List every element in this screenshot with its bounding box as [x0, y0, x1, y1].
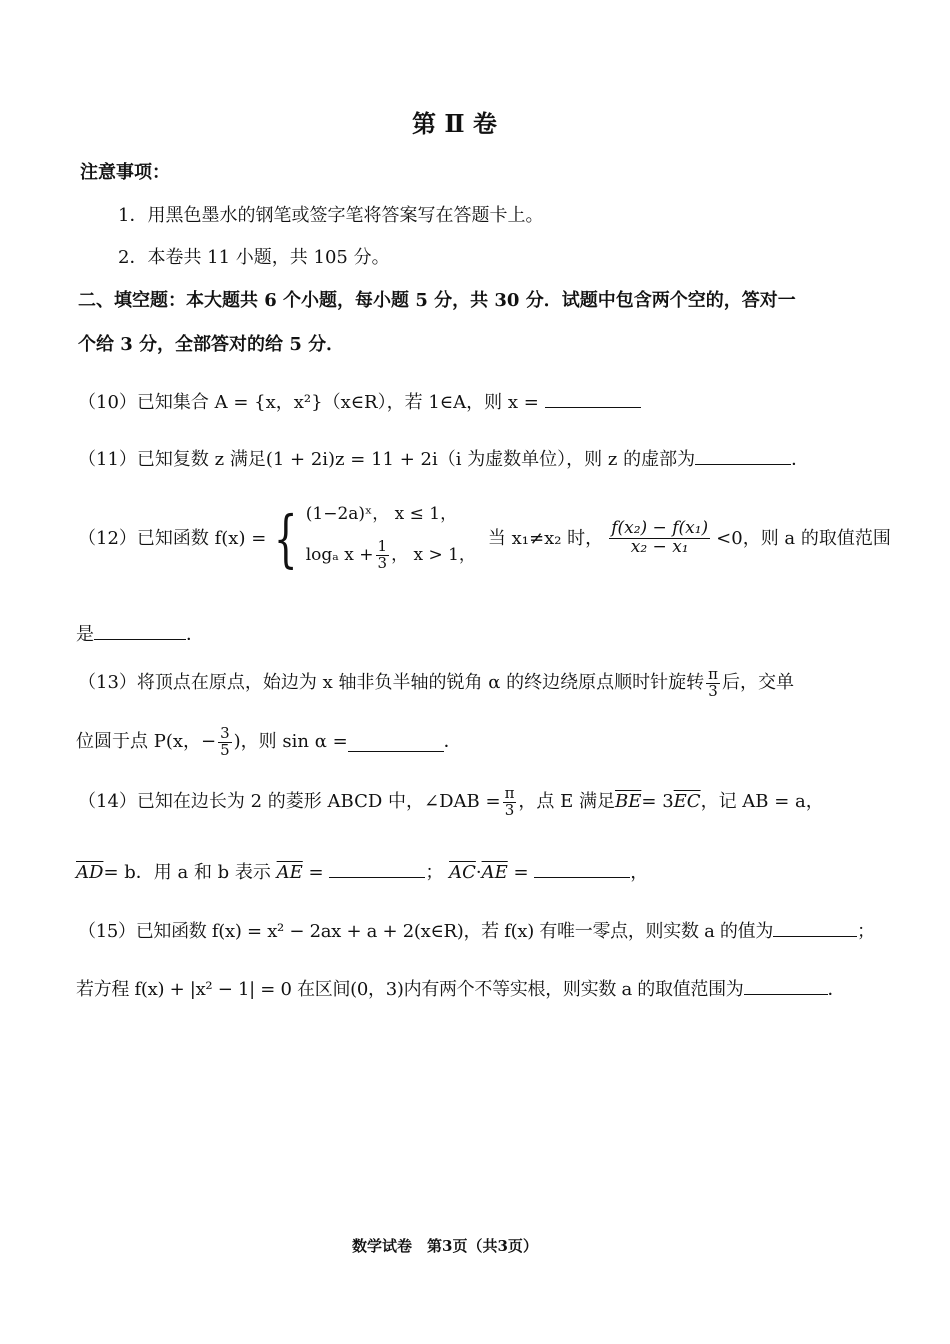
question-text: （11）已知复数 z 满足(1 + 2i)z = 11 + 2i（i 为虚数单位），则 z 的虚部为	[78, 449, 696, 470]
dot: ·	[475, 862, 482, 883]
question-text: （12）已知函数 f(x) =	[78, 527, 267, 549]
punct: ．	[827, 979, 846, 1000]
denominator: x₂ − x₁	[630, 537, 689, 558]
piecewise-cases	[306, 506, 476, 572]
case-1: (1−2a)ˣ， x ≤ 1，	[305, 504, 458, 524]
question-text: = b．用 a 和 b 表示	[103, 862, 271, 883]
equals: =	[513, 862, 529, 883]
page-footer: 数学试卷 第3页（共3页）	[352, 1237, 538, 1255]
brace: {	[274, 501, 298, 575]
question-text: )，则 sin α =	[233, 731, 348, 753]
question-15-line2	[76, 976, 845, 999]
answer-blank[interactable]	[348, 733, 444, 752]
numerator: π	[504, 784, 515, 802]
answer-blank[interactable]	[329, 859, 425, 878]
answer-blank[interactable]	[545, 389, 641, 408]
vector-ae: $\overline{AE}$	[481, 862, 508, 883]
fraction	[609, 520, 710, 557]
fraction	[376, 539, 390, 572]
answer-blank[interactable]	[94, 621, 186, 640]
question-15	[78, 918, 875, 941]
notice-item: 1．用黑色墨水的钢笔或签字笔将答案写在答题卡上。	[118, 205, 544, 226]
vector-be: $\overline{BE}$	[615, 791, 642, 813]
numerator: 1	[377, 537, 388, 555]
case-2	[306, 539, 476, 572]
answer-blank[interactable]	[773, 918, 857, 937]
question-12	[78, 501, 891, 575]
question-12-line2	[76, 621, 204, 644]
question-text: （10）已知集合 A = {x，x²}（x∈R），若 1∈A，则 x =	[78, 392, 539, 413]
answer-blank[interactable]	[744, 976, 828, 995]
punct: ．	[791, 449, 810, 470]
question-text: （15）已知函数 f(x) = x² − 2ax + a + 2(x∈R)，若 f(x) 有唯一零点，则实数 a 的值为	[78, 921, 774, 942]
section-instructions: 二、填空题：本大题共 6 个小题，每小题 5 分，共 30 分．试题中包含两个空的，答对一	[78, 290, 796, 311]
notice-item: 2．本卷共 11 小题，共 105 分。	[118, 247, 390, 268]
case-text: ， x > 1，	[391, 544, 476, 565]
denominator: 3	[708, 681, 718, 700]
question-text: 当 x₁≠x₂ 时，	[487, 527, 604, 549]
section-title: 第 Ⅱ 卷	[412, 109, 497, 138]
question-text: 位圆于点 P(x，−	[76, 731, 217, 753]
punct: ．	[186, 624, 204, 645]
question-text: 若方程 f(x) + |x² − 1| = 0 在区间(0，3)内有两个不等实根，则实数 a 的取值范围为	[76, 979, 744, 1000]
equals: =	[308, 862, 324, 883]
question-11	[78, 446, 809, 469]
question-text: 后，交单	[721, 672, 794, 694]
denominator: 5	[220, 740, 230, 759]
question-14	[78, 786, 824, 819]
punct: ；	[857, 921, 875, 942]
denominator: 3	[504, 800, 515, 819]
numerator: π	[708, 665, 718, 683]
question-13	[78, 667, 794, 700]
case-text: logₐ x +	[305, 544, 374, 565]
punct: ，	[630, 862, 649, 883]
question-text: （14）已知在边长为 2 的菱形 ABCD 中，∠DAB =	[78, 791, 501, 813]
answer-blank[interactable]	[534, 859, 630, 878]
answer-blank[interactable]	[695, 446, 791, 465]
punct: ．	[443, 731, 462, 753]
vector-ae: $\overline{AE}$	[276, 862, 303, 883]
section-instructions: 个给 3 分，全部答对的给 5 分．	[78, 334, 345, 355]
question-text: 是	[76, 624, 94, 645]
vector-ac: $\overline{AC}$	[449, 862, 476, 883]
question-text: <0，则 a 的取值范围	[716, 527, 891, 549]
question-13-line2	[76, 726, 462, 759]
question-14-line2	[76, 859, 648, 882]
fraction	[503, 786, 517, 819]
numerator: 3	[220, 724, 230, 742]
question-text: （13）将顶点在原点，始边为 x 轴非负半轴的锐角 α 的终边绕原点顺时针旋转	[78, 672, 705, 694]
punct: ；	[425, 862, 444, 883]
fraction	[218, 726, 232, 759]
question-text: ，点 E 满足	[518, 791, 616, 813]
notice-heading: 注意事项：	[80, 162, 170, 183]
question-text: ，记 AB = a，	[700, 791, 824, 813]
question-text: = 3	[641, 791, 674, 813]
vector-ad: $\overline{AD}$	[76, 862, 104, 883]
vector-ec: $\overline{EC}$	[673, 791, 701, 813]
denominator: 3	[377, 553, 388, 572]
question-10	[78, 389, 641, 412]
numerator: f(x₂) − f(x₁)	[611, 518, 709, 539]
fraction	[706, 667, 720, 700]
